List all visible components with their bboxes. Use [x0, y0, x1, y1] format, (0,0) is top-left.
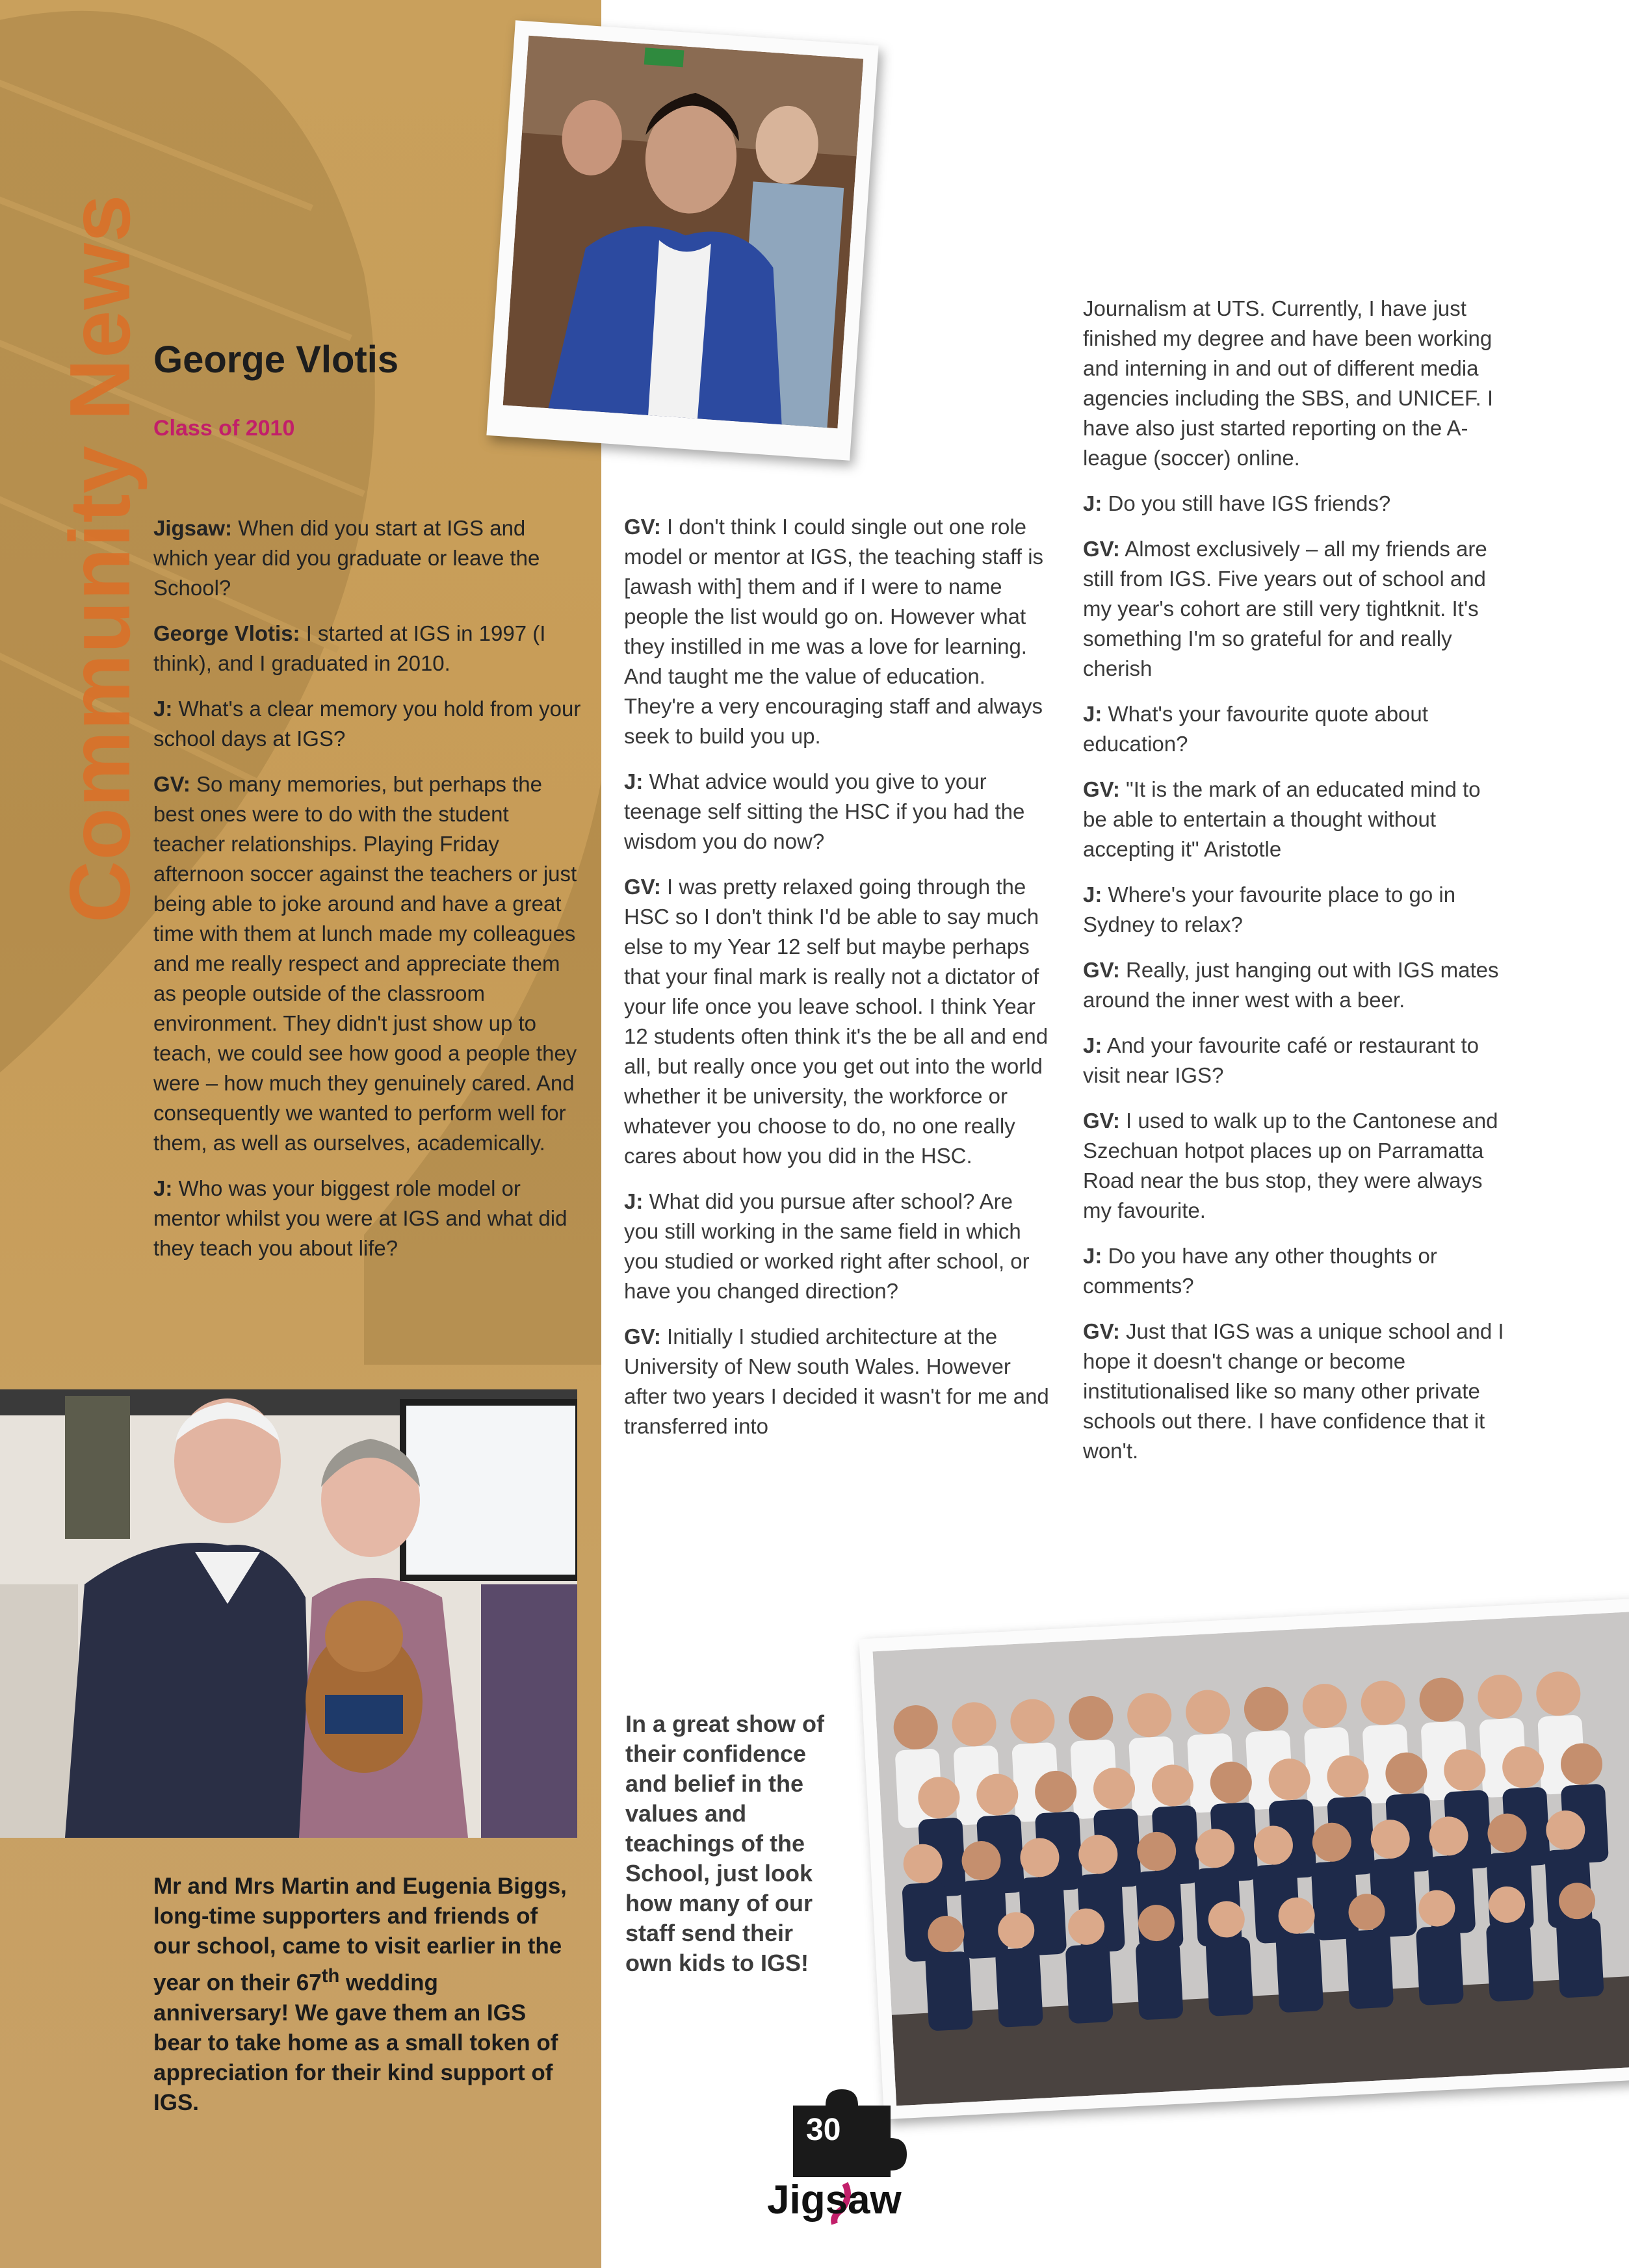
speaker-label: J:	[1083, 491, 1102, 515]
caption-text: wedding anniversary! We gave them an IGS bear to take home as a small token of appreciation for their kind support of IGS.	[153, 1970, 558, 2115]
paragraph-text: Really, just hanging out with IGS mates around the inner west with a beer.	[1083, 958, 1499, 1012]
paragraph	[153, 619, 582, 678]
paragraph-text: What did you pursue after school? Are you still working in the same field in which you studied or worked right after school, or have you changed direction?	[624, 1189, 1030, 1303]
speaker-label: GV:	[624, 875, 661, 899]
paragraph	[1083, 294, 1505, 473]
paragraph-text: Do you still have IGS friends?	[1102, 491, 1391, 515]
staff-caption: In a great show of their confidence and belief in the values and teachings of the School, just look how many of our staff send their own kids to IGS!	[625, 1710, 825, 1976]
paragraph-text: I started at IGS in 1997 (I think), and I graduated in 2010.	[153, 621, 546, 675]
person-body	[1135, 1940, 1183, 2020]
profile-class-year: Class of 2010	[153, 416, 295, 441]
caption-superscript: th	[321, 1966, 340, 1987]
speaker-label: George Vlotis:	[153, 621, 300, 645]
speaker-label: J:	[1083, 1244, 1102, 1268]
person-body	[1205, 1937, 1253, 2017]
person-body	[1486, 1922, 1534, 2002]
paragraph	[1083, 1241, 1505, 1301]
speaker-label: GV:	[1083, 537, 1120, 561]
paragraph-text: What's a clear memory you hold from your school days at IGS?	[153, 697, 581, 751]
paragraph	[1083, 1031, 1505, 1090]
paragraph-text: And your favourite café or restaurant to visit near IGS?	[1083, 1033, 1479, 1087]
page-number: 30	[806, 2113, 841, 2147]
speaker-label: J:	[153, 697, 173, 721]
paragraph	[624, 1322, 1053, 1441]
paragraph-text: Just that IGS was a unique school and I hope it doesn't change or become institutionalised like so many other private schools out there. I have confidence that it won't.	[1083, 1319, 1504, 1463]
speaker-label: J:	[1083, 702, 1102, 726]
speaker-label: GV:	[1083, 1109, 1120, 1133]
speaker-label: J:	[1083, 1033, 1102, 1057]
person-body	[925, 1951, 973, 2031]
speaker-label: J:	[624, 769, 644, 793]
paragraph	[624, 872, 1053, 1171]
paragraph	[1083, 1317, 1505, 1466]
person-body	[1416, 1926, 1464, 2005]
paragraph-text: So many memories, but perhaps the best ones were to do with the student teacher relationships. Playing Friday afternoon soccer against the teachers or just being able to joke around and have a great time with them at lunch made my colleagues and me really respect and appreciate them as people outside of the classroom environment. They didn't just show up to teach, we could see how good a people they were – how much they genuinely cared. And consequently we wanted to perform well for them, as well as ourselves, academically.	[153, 772, 577, 1155]
paragraph	[153, 769, 582, 1158]
paragraph	[1083, 1106, 1505, 1226]
paragraph	[153, 513, 582, 603]
person-body	[1310, 1861, 1359, 1940]
speaker-label: J:	[624, 1189, 644, 1213]
paragraph-text: Journalism at UTS. Currently, I have just finished my degree and have been working and interning in and out of different media agencies including the SBS, and UNICEF. I have also just started reporting on the A-league (soccer) online.	[1083, 296, 1494, 470]
paragraph	[1083, 534, 1505, 684]
paragraph	[1083, 880, 1505, 940]
paragraph-text: I used to walk up to the Cantonese and Szechuan hotpot places up on Parramatta Road near the bus stop, they were always my favourite.	[1083, 1109, 1498, 1222]
speaker-label: GV:	[1083, 777, 1120, 801]
person-body	[960, 1879, 1008, 1959]
logo-word: Jigsaw	[767, 2178, 902, 2223]
profile-name: George Vlotis	[153, 339, 399, 381]
biggs-caption	[153, 1872, 576, 2118]
speaker-label: GV:	[1083, 1319, 1120, 1343]
interview-column-3	[1083, 294, 1505, 1482]
paragraph	[624, 512, 1053, 751]
speaker-label: J:	[1083, 883, 1102, 907]
paragraph-text: I was pretty relaxed going through the HSC so I don't think I'd be able to say much else to my Year 12 self but maybe perhaps that your final mark is really not a dictator of your life once you leave school. I think Year 12 students often think it's the be all and end all, but really once you get out into the world whether it be university, the workforce or whatever you choose to do, no one really cares about how you did in the HSC.	[624, 875, 1049, 1168]
george-photo	[486, 20, 878, 461]
section-title: Community News	[52, 194, 148, 923]
paragraph	[153, 694, 582, 754]
paragraph-text: Almost exclusively – all my friends are still from IGS. Five years out of school and my year's cohort are still very tightknit. It's something I'm so grateful for and really cherish	[1083, 537, 1487, 680]
paragraph	[624, 1187, 1053, 1306]
biggs-photo	[0, 1389, 577, 1838]
paragraph-text: What advice would you give to your teenage self sitting the HSC if you had the wisdom you do now?	[624, 769, 1025, 853]
speaker-label: GV:	[1083, 958, 1120, 982]
speaker-label: Jigsaw:	[153, 516, 233, 540]
speaker-label: GV:	[153, 772, 190, 796]
person-body	[1065, 1944, 1114, 2024]
person-body	[1556, 1918, 1604, 1998]
paragraph-text: Where's your favourite place to go in Sydney to relax?	[1083, 883, 1456, 936]
interview-column-1	[153, 513, 582, 1279]
paragraph-text: Initially I studied architecture at the University of New south Wales. However after two years I decided it wasn't for me and transferred into	[624, 1324, 1049, 1438]
paragraph-text: I don't think I could single out one role model or mentor at IGS, the teaching staff is [awash with] them and if I were to name people the list would go on. However what they instilled in me was a love for learning. And taught me the value of education. They're a very encouraging staff and always seek to build you up.	[624, 515, 1044, 748]
paragraph	[1083, 489, 1505, 519]
paragraph-text: What's your favourite quote about education?	[1083, 702, 1428, 756]
paragraph	[624, 767, 1053, 857]
jigsaw-logo	[767, 2086, 917, 2229]
caption-text: Mr and Mrs Martin and Eugenia Biggs, long-time supporters and friends of our school, came to visit earlier in the year on their 67	[153, 1874, 567, 1996]
paragraph-text: Who was your biggest role model or mentor whilst you were at IGS and what did they teach you about life?	[153, 1176, 567, 1260]
person-body	[1346, 1929, 1394, 2009]
interview-column-2	[624, 512, 1053, 1457]
paragraph	[1083, 699, 1505, 759]
person-body	[995, 1948, 1043, 2028]
paragraph-text: When did you start at IGS and which year did you graduate or leave the School?	[153, 516, 540, 600]
speaker-label: GV:	[624, 1324, 661, 1348]
person-body	[1275, 1933, 1323, 2013]
paragraph	[1083, 775, 1505, 864]
paragraph-text: "It is the mark of an educated mind to be able to entertain a thought without accepting it" Aristotle	[1083, 777, 1481, 861]
paragraph	[153, 1174, 582, 1263]
speaker-label: GV:	[624, 515, 661, 539]
paragraph-text: Do you have any other thoughts or comments?	[1083, 1244, 1437, 1298]
speaker-label: J:	[153, 1176, 173, 1200]
paragraph	[1083, 955, 1505, 1015]
staff-kids-class-photo	[859, 1598, 1629, 2120]
